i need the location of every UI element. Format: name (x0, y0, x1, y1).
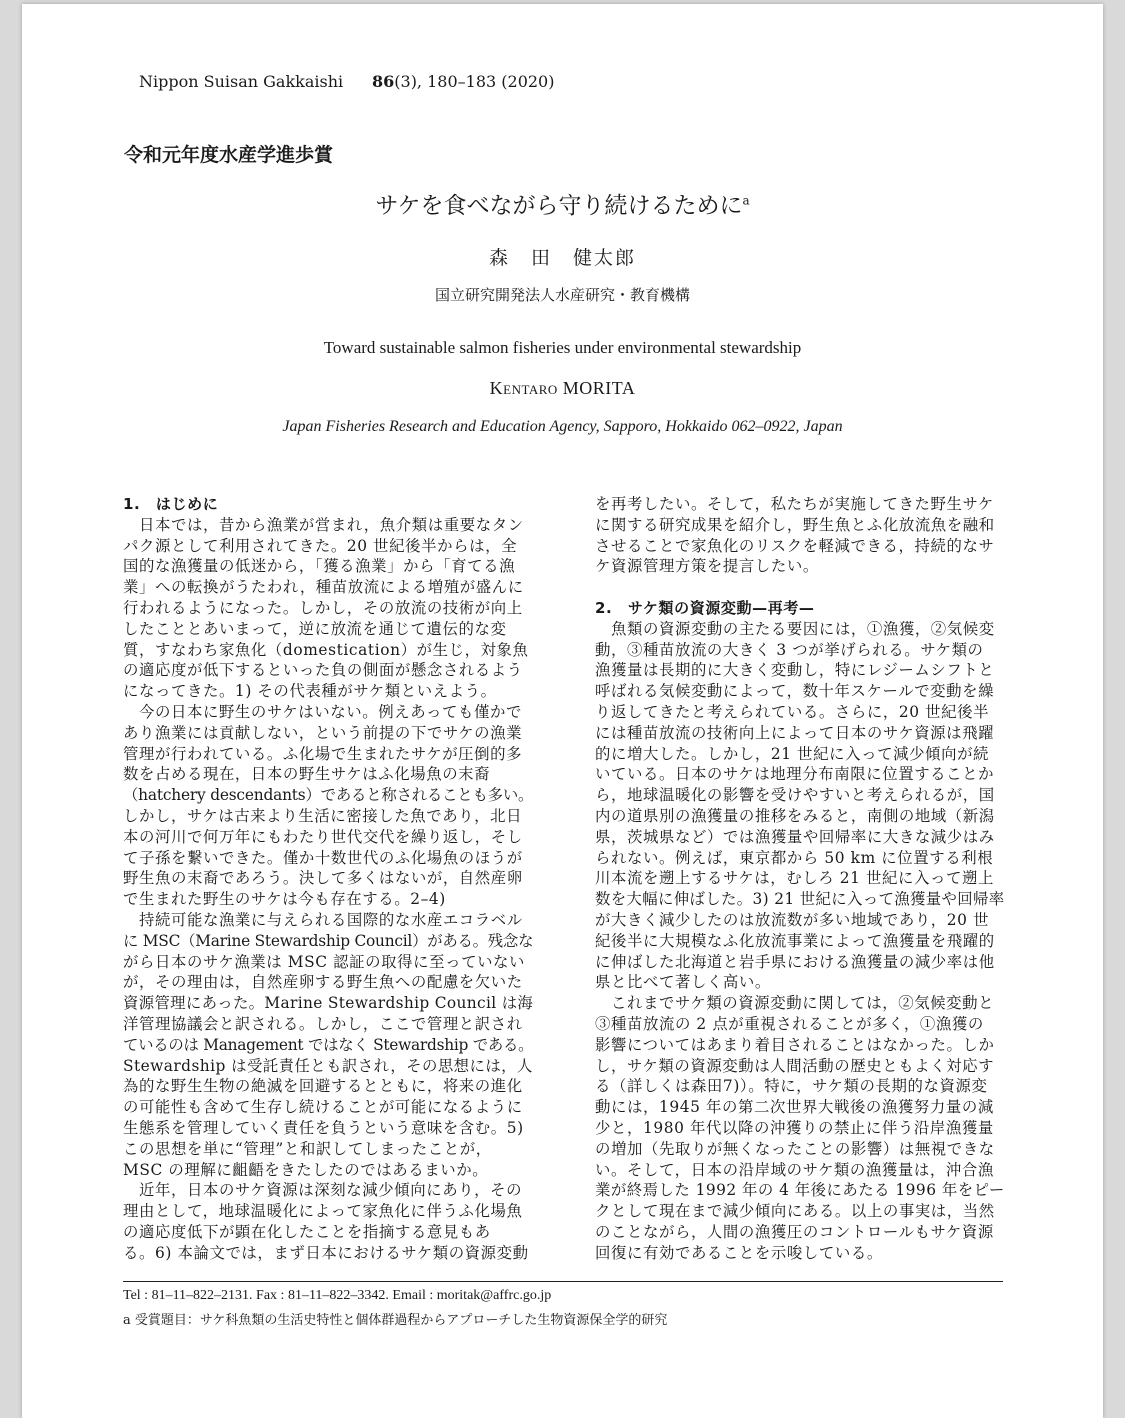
body-column-right (595, 494, 1005, 1263)
body-text-line: 回復に有効であることを示唆している。 (595, 1243, 883, 1262)
award-heading: 令和元年度水産学進歩賞 (124, 144, 334, 166)
body-text-line: には種苗放流の技術向上によって日本のサケ資源は飛躍 (595, 723, 995, 742)
body-text-line: が，その理由は，自然産卵する野生魚への配慮を欠いた (123, 973, 523, 992)
body-text-line: に関する研究成果を紹介し，野生魚とふ化放流魚を融和 (595, 515, 995, 534)
body-text-line: ③種苗放流の 2 点が重視されることが多く，①漁獲の (595, 1014, 984, 1033)
body-text-line: 魚類の資源変動の主たる要因には，①漁獲，②気候変 (595, 619, 995, 638)
body-text-line: 日本では，昔から漁業が営まれ，魚介類は重要なタン (123, 515, 524, 534)
body-text-line: させることで家魚化のリスクを軽減できる，持続的なサ (595, 536, 995, 555)
body-text-line: に伸ばした北海道と岩手県における漁獲量の減少率は他 (595, 952, 995, 971)
body-text-line: 的に増大した。しかし，21 世紀に入って減少傾向が続 (595, 744, 990, 763)
body-text-line: 動，③種苗放流の大きく 3 つが挙げられる。サケ類の (595, 640, 984, 659)
title-japanese-text: サケを食べながら守り続けるために (375, 193, 743, 219)
volume: 86 (372, 72, 395, 91)
body-text-line: の適応度低下が顕在化したことを指摘する意見もあ (123, 1222, 491, 1241)
body-text-line: 県と比べて著しく高い。 (595, 973, 771, 992)
body-text-line: の適応度が低下するといった負の側面が懸念されるよう (123, 661, 523, 680)
title-english: Toward sustainable salmon fisheries under environmental stewardship (323, 338, 802, 357)
body-text-line: 影響についてはあまり着目されることはなかった。しか (595, 1035, 995, 1054)
body-text-line: 業が終焉した 1992 年の 4 年後にあたる 1996 年をピー (595, 1181, 1005, 1200)
body-text-line: MSC の理解に齟齬をきたしたのではあるまいか。 (123, 1160, 489, 1179)
body-text-line: クとして現在まで減少傾向にある。以上の事実は，当然 (595, 1202, 995, 1221)
body-text-line: 管理が行われている。ふ化場で生まれたサケが圧倒的多 (123, 744, 523, 763)
body-text-line: あり漁業には貢献しない，という前提の下でサケの漁業 (123, 723, 523, 742)
author-english: Kentaro MORITA (489, 378, 636, 398)
body-text-line: が大きく減少したのは放流数が多い地域であり，20 世 (595, 910, 990, 929)
section-heading: 1. はじめに (123, 495, 219, 513)
body-text-line: Stewardship は受託責任とも訳され，その思想には，人 (123, 1056, 533, 1075)
title-footnote-mark: a (742, 193, 750, 208)
affiliation-japanese: 国立研究開発法人水産研究・教育機構 (434, 286, 690, 304)
body-text-line: これまでサケ類の資源変動に関しては，②気候変動と (595, 994, 995, 1013)
body-text-line: 本の河川で何万年にもわたり世代交代を繰り返し，そし (123, 827, 523, 846)
body-text-line: 数を占める現在，日本の野生サケはふ化場魚の末裔 (123, 765, 491, 784)
body-text-line: られない。例えば，東京都から 50 km に位置する利根 (595, 848, 994, 867)
body-text-line: 紀後半に大規模なふ化放流事業によって漁獲量を飛躍的 (595, 931, 995, 950)
award-footnote: a 受賞題目：サケ科魚類の生活史特性と個体群過程からアプローチした生物資源保全学的研究 (123, 1313, 668, 1328)
body-text-line: し，サケ類の資源変動は人間活動の歴史ともよく対応す (595, 1056, 995, 1075)
body-text-line: 漁獲量は長期的に大きく変動し，特にレジームシフトと (595, 661, 995, 680)
contact-footnote: Tel : 81–11–822–2131. Fax : 81–11–822–3342. Email : moritak@affrc.go.jp (123, 1288, 552, 1303)
body-column-left (123, 494, 533, 1263)
body-text-line: 数を大幅に伸ばした。3) 21 世紀に入って漁獲量や回帰率 (595, 890, 1005, 909)
footnote-rule (123, 1281, 1003, 1282)
body-text-line: る。6) 本論文では，まず日本におけるサケ類の資源変動 (123, 1243, 529, 1262)
body-text-line: 行われるようになった。しかし，その放流の技術が向上 (123, 598, 523, 617)
body-text-line: 野生魚の末裔であろう。決して多くはないが，自然産卵 (123, 869, 523, 888)
body-text-line: 為的な野生生物の絶滅を回避するとともに，将来の進化 (123, 1077, 523, 1096)
body-text-line: 動には，1945 年の第二次世界大戦後の漁獲努力量の減 (595, 1098, 994, 1117)
body-text-line: （hatchery descendants）であると称されることも多い。 (123, 786, 534, 805)
body-text-line: 国的な漁獲量の低迷から，「獲る漁業」から「育てる漁 (123, 557, 516, 576)
body-text-line: 少と，1980 年代以降の沖獲りの禁止に伴う沿岸漁獲量 (595, 1118, 994, 1137)
author-japanese: 森 田 健太郎 (488, 247, 636, 269)
body-text-line: いている。日本のサケは地理分布南限に位置することか (595, 765, 995, 784)
section-heading: 2. サケ類の資源変動—再考— (595, 598, 815, 617)
journal-name: Nippon Suisan Gakkaishi (139, 72, 344, 91)
body-text-line: ているのは Management ではなく Stewardship である。 (123, 1035, 534, 1054)
body-text-line: のことながら，人間の漁獲圧のコントロールもサケ資源 (595, 1222, 994, 1241)
body-text-line: の増加（先取りが無くなったことの影響）は無視できな (595, 1139, 995, 1158)
body-text-line: を再考したい。そして，私たちが実施してきた野生サケ (595, 495, 994, 513)
body-text-line: しかし，サケは古来より生活に密接した魚であり，北日 (123, 806, 523, 825)
body-text-line: り返してきたと考えられている。さらに，20 世紀後半 (595, 702, 990, 721)
body-text-line: この思想を単に“管理”と和訳してしまったことが， (123, 1139, 492, 1158)
body-text-line: に MSC（Marine Stewardship Council）がある。残念な (123, 931, 534, 950)
body-text-line: の可能性も含めて生存し続けることが可能になるように (123, 1098, 523, 1117)
body-text-line: 資源管理にあった。Marine Stewardship Council は海 (123, 994, 534, 1013)
title-japanese (22, 187, 1103, 220)
body-text-line: 理由として，地球温暖化によって家魚化に伴うふ化場魚 (123, 1202, 523, 1221)
body-text-line: したこととあいまって，逆に放流を通じて遺伝的な変 (123, 619, 507, 638)
issue-pages-year: (3), 180–183 (2020) (394, 72, 555, 91)
citation (372, 72, 554, 91)
affiliation-english: Japan Fisheries Research and Education Agency, Sapporo, Hokkaido 062–0922, Japan (282, 418, 843, 435)
body-text-line: で生まれた野生のサケは今も存在する。2–4) (123, 890, 446, 909)
paragraph-gap (595, 577, 1005, 598)
body-text-line: パク源として利用されてきた。20 世紀後半からは，全 (123, 536, 518, 555)
body-text-line: 質，すなわち家魚化（domestication）が生じ，対象魚 (123, 640, 529, 659)
body-text-line: 持続可能な漁業に与えられる国際的な水産エコラベル (123, 910, 523, 929)
body-text-line: 呼ばれる気候変動によって，数十年スケールで変動を繰 (595, 682, 995, 701)
body-text-line: 今の日本に野生のサケはいない。例えあっても僅かで (123, 702, 522, 721)
body-text-line: い。そして，日本の沿岸域のサケ類の漁獲量は，沖合漁 (595, 1160, 994, 1179)
body-text-line: 洋管理協議会と訳される。しかし，ここで管理と訳され (123, 1014, 523, 1033)
body-text-line: 県，茨城県など）では漁獲量や回帰率に大きな減少はみ (595, 827, 995, 846)
body-text-line: がら日本のサケ漁業は MSC 認証の取得に至っていない (123, 952, 526, 971)
body-text-line: 近年，日本のサケ資源は深刻な減少傾向にあり，その (123, 1181, 523, 1200)
body-text-line: 生態系を管理していく責任を負うという意味を含む。5) (123, 1118, 524, 1137)
body-text-line: 業」への転換がうたわれ，種苗放流による増殖が盛んに (123, 578, 524, 597)
body-text-line: 内の道県別の漁獲量の推移をみると，南側の地域（新潟 (595, 806, 995, 825)
body-text-line: ら，地球温暖化の影響を受けやすいと考えられるが，国 (595, 786, 995, 805)
body-text-line: になってきた。1) その代表種がサケ類といえよう。 (123, 682, 497, 701)
body-text-line: 川本流を遡上するサケは，むしろ 21 世紀に入って遡上 (595, 869, 994, 888)
body-text-line: て子孫を繋いできた。僅か十数世代のふ化場魚のほうが (123, 848, 523, 867)
body-text-line: ケ資源管理方策を提言したい。 (595, 557, 819, 576)
paper-page (22, 4, 1103, 1418)
body-text-line: る（詳しくは森田7)）。特に，サケ類の長期的な資源変 (595, 1077, 988, 1096)
